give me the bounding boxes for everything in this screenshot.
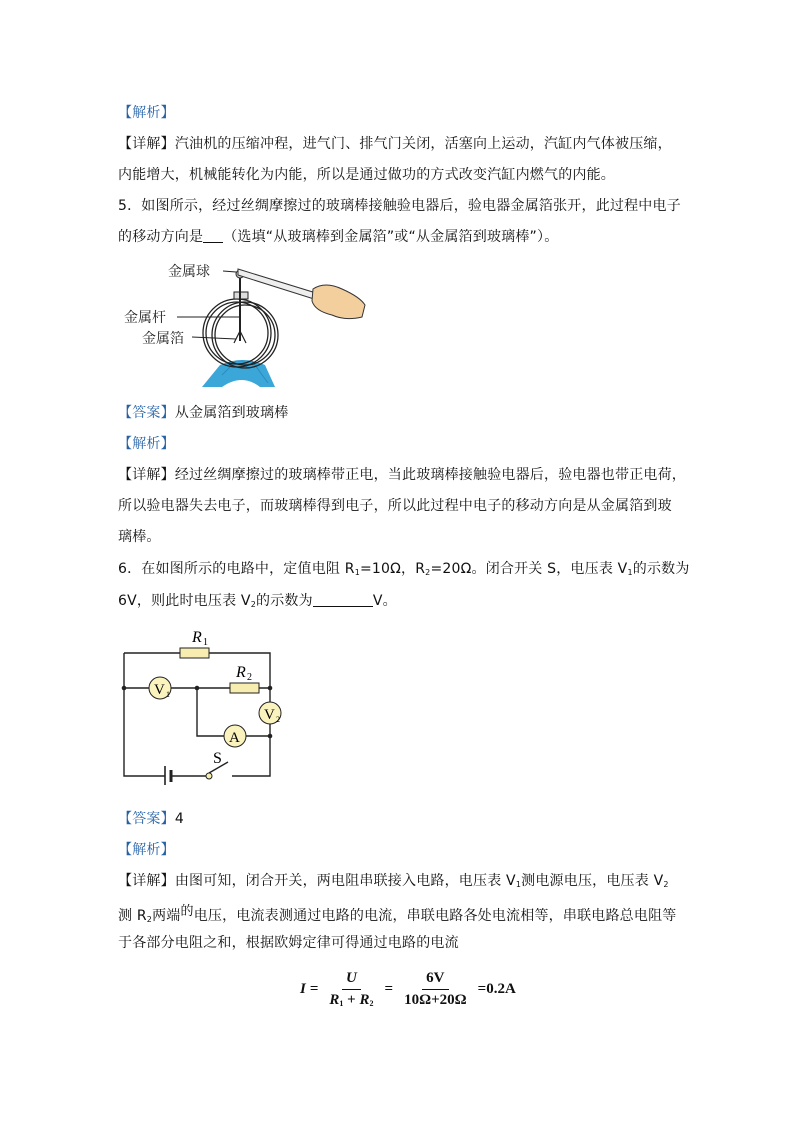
detail-text: 两端 bbox=[152, 908, 181, 924]
detail-paragraph bbox=[118, 135, 672, 153]
analysis-label: 【解析】 bbox=[118, 842, 175, 858]
numerator: 6V bbox=[422, 970, 448, 990]
svg-text:1: 1 bbox=[166, 690, 170, 699]
glass-rod bbox=[238, 269, 316, 299]
subscript: 2 bbox=[425, 568, 431, 577]
question-5-text: 5．如图所示，经过丝绸摩擦过的玻璃棒接触验电器后，验电器金属箔张开，此过程中电子 bbox=[118, 198, 681, 214]
ammeter bbox=[224, 725, 246, 747]
denominator: $R_1 + R_2$ bbox=[329, 992, 374, 1008]
question-5-text bbox=[118, 228, 558, 246]
answer-text: 4 bbox=[174, 811, 184, 827]
detail-text: 测 R bbox=[118, 908, 147, 924]
circuit-diagram bbox=[110, 620, 300, 785]
detail-text bbox=[118, 903, 677, 929]
detail-text: 的 bbox=[180, 904, 194, 919]
q5-text: （选填“从玻璃棒到金属箔”或“从金属箔到玻璃棒”）。 bbox=[223, 229, 559, 245]
label-r1: R bbox=[192, 629, 202, 646]
detail-text: 由图可知，闭合开关，两电阻串联接入电路，电压表 V bbox=[174, 873, 516, 889]
detail-label: 【详解】 bbox=[118, 136, 175, 152]
subscript: 2 bbox=[250, 600, 257, 609]
label-r2-sub: 2 bbox=[247, 672, 252, 683]
formula-lhs: I bbox=[300, 981, 306, 997]
answer-blank bbox=[203, 228, 223, 243]
label-r2: R bbox=[236, 664, 246, 681]
detail-text: 电压，电流表测通过电路的电流，串联电路各处电流相等，串联电路总电阻等 bbox=[193, 908, 677, 924]
detail-paragraph bbox=[118, 872, 669, 894]
q6-text: =10Ω，R bbox=[359, 561, 426, 577]
resistor-r2 bbox=[230, 683, 259, 693]
subscript: 1 bbox=[354, 568, 360, 577]
svg-text:V: V bbox=[154, 682, 165, 698]
q5-text: 的移动方向是 bbox=[118, 229, 204, 245]
numerator: U bbox=[342, 970, 361, 990]
label-metal-rod: 金属杆 bbox=[124, 310, 166, 326]
question-6-text bbox=[118, 592, 397, 614]
subscript: 2 bbox=[146, 915, 153, 924]
electroscope-figure bbox=[110, 255, 410, 395]
subscript: 1 bbox=[515, 880, 522, 889]
q6-text: V。 bbox=[372, 593, 397, 609]
leader-line bbox=[192, 337, 236, 339]
resistor-r1 bbox=[180, 648, 209, 658]
detail-text: 于各部分电阻之和，根据欧姆定律可得通过电路的电流 bbox=[118, 935, 459, 951]
voltmeter-v1 bbox=[149, 677, 171, 699]
subscript: 1 bbox=[627, 568, 633, 577]
detail-text: 所以验电器失去电子，而玻璃棒得到电子，所以此过程中电子的移动方向是从金属箔到玻 bbox=[118, 498, 672, 514]
q6-text: 6．在如图所示的电路中，定值电阻 R bbox=[118, 561, 355, 577]
switch-contact bbox=[206, 773, 212, 779]
formula-result: =0.2A bbox=[477, 981, 516, 997]
analysis-label: 【解析】 bbox=[118, 105, 175, 121]
label-switch: S bbox=[213, 750, 222, 767]
detail-text: 测电源电压，电压表 V bbox=[521, 873, 664, 889]
answer-label: 【答案】 bbox=[118, 405, 175, 421]
leader-line bbox=[223, 271, 236, 272]
detail-label: 【详解】 bbox=[118, 873, 175, 889]
q6-text: 6V，则此时电压表 V bbox=[118, 593, 251, 609]
svg-text:V: V bbox=[264, 707, 275, 723]
fraction-values bbox=[400, 970, 471, 1009]
label-r1-sub: 1 bbox=[203, 637, 208, 648]
question-6-text bbox=[118, 560, 690, 582]
denominator: 10Ω+20Ω bbox=[404, 992, 467, 1008]
analysis-label: 【解析】 bbox=[118, 436, 175, 452]
subscript: 2 bbox=[663, 880, 669, 889]
q6-text: 的示数为 bbox=[256, 593, 313, 609]
ohms-law-formula bbox=[300, 970, 516, 1009]
formula-eq: = bbox=[309, 981, 319, 997]
detail-text: 璃棒。 bbox=[118, 529, 161, 545]
q6-text: =20Ω。闭合开关 S，电压表 V bbox=[430, 561, 628, 577]
answer-text: 从金属箔到玻璃棒 bbox=[174, 405, 289, 421]
formula-eq: = bbox=[384, 981, 394, 997]
detail-text: 内能增大，机械能转化为内能，所以是通过做功的方式改变汽缸内燃气的内能。 bbox=[118, 167, 615, 183]
answer-label: 【答案】 bbox=[118, 811, 175, 827]
answer-row bbox=[118, 404, 288, 422]
detail-text: 经过丝绸摩擦过的玻璃棒带正电，当此玻璃棒接触验电器后，验电器也带正电荷， bbox=[174, 467, 687, 483]
battery bbox=[165, 766, 171, 785]
voltmeter-v2 bbox=[259, 702, 281, 724]
svg-text:A: A bbox=[229, 730, 240, 746]
detail-label: 【详解】 bbox=[118, 467, 175, 483]
q6-text: 的示数为 bbox=[632, 561, 690, 577]
label-metal-foil: 金属箔 bbox=[142, 331, 184, 347]
detail-paragraph bbox=[118, 466, 686, 484]
fraction-u-over-r bbox=[325, 970, 377, 1009]
svg-text:2: 2 bbox=[276, 715, 280, 724]
label-metal-ball: 金属球 bbox=[168, 264, 210, 280]
answer-blank bbox=[313, 592, 373, 607]
detail-text: 汽油机的压缩冲程，进气门、排气门关闭，活塞向上运动，汽缸内气体被压缩， bbox=[174, 136, 672, 152]
hand bbox=[312, 285, 365, 319]
answer-row bbox=[118, 810, 184, 828]
